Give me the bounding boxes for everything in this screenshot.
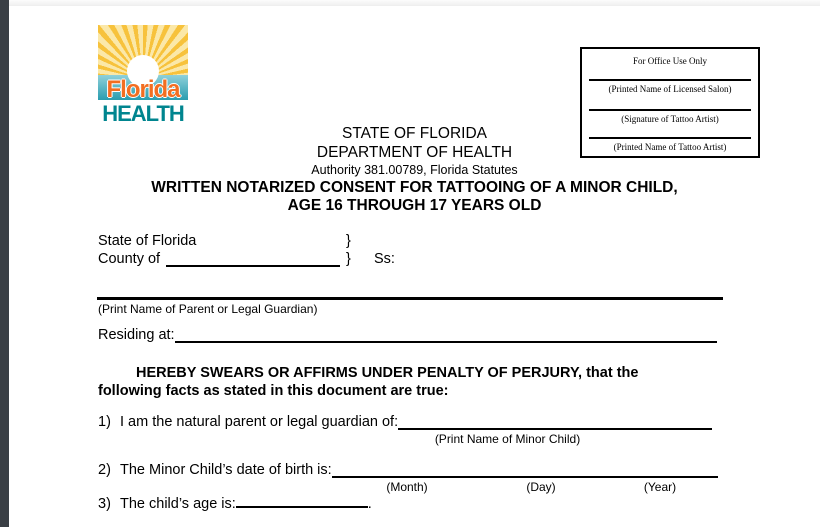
heading-state: STATE OF FLORIDA bbox=[342, 125, 487, 142]
date-of-birth-input-line[interactable] bbox=[332, 462, 718, 478]
form-title-line2: AGE 16 THROUGH 17 YEARS OLD bbox=[287, 197, 542, 214]
item-1-row bbox=[98, 414, 712, 431]
child-age-input-line[interactable] bbox=[236, 494, 368, 508]
heading-authority: Authority 381.00789, Florida Statutes bbox=[311, 163, 518, 177]
item-1-number: 1) bbox=[98, 414, 111, 430]
item-2-text: The Minor Child’s date of birth is: bbox=[120, 462, 332, 478]
county-input-line[interactable] bbox=[166, 251, 340, 267]
item-3-period: . bbox=[367, 496, 372, 512]
florida-health-logo bbox=[98, 25, 188, 125]
item-3-row bbox=[98, 494, 372, 512]
minor-child-name-label: (Print Name of Minor Child) bbox=[434, 432, 581, 446]
tattoo-artist-signature-label: (Signature of Tattoo Artist) bbox=[621, 114, 719, 124]
year-label: (Year) bbox=[643, 480, 677, 494]
oath-line1: HEREBY SWEARS OR AFFIRMS UNDER PENALTY OF PERJURY, that the bbox=[136, 365, 639, 381]
viewer-top-strip bbox=[9, 0, 820, 6]
licensed-salon-fill-line[interactable] bbox=[589, 79, 751, 81]
parent-name-input-line[interactable] bbox=[97, 297, 723, 300]
month-label: (Month) bbox=[386, 480, 428, 494]
minor-child-name-input-line[interactable] bbox=[398, 414, 712, 430]
logo-word-health: HEALTH bbox=[102, 101, 184, 126]
item-2-row bbox=[98, 462, 718, 479]
item-3-text: The child’s age is: bbox=[120, 496, 236, 512]
heading-department: DEPARTMENT OF HEALTH bbox=[316, 144, 513, 161]
form-title-line1: WRITTEN NOTARIZED CONSENT FOR TATTOOING OF A MINOR CHILD, bbox=[151, 179, 678, 196]
venue-brace-1: } bbox=[346, 233, 351, 249]
day-label: (Day) bbox=[526, 480, 556, 494]
venue-brace-2: } bbox=[346, 251, 351, 267]
item-1-text: I am the natural parent or legal guardian of: bbox=[120, 414, 399, 430]
tattoo-artist-name-label: (Printed Name of Tattoo Artist) bbox=[613, 142, 727, 152]
viewer-left-bar bbox=[0, 0, 9, 527]
item-3-number: 3) bbox=[98, 496, 111, 512]
licensed-salon-label: (Printed Name of Licensed Salon) bbox=[608, 84, 732, 94]
item-2-number: 2) bbox=[98, 462, 111, 478]
county-row bbox=[98, 251, 340, 268]
tattoo-artist-signature-fill-line[interactable] bbox=[589, 109, 751, 111]
residing-label: Residing at: bbox=[98, 327, 175, 343]
venue-state-label: State of Florida bbox=[98, 233, 197, 249]
office-use-title: For Office Use Only bbox=[632, 56, 708, 66]
county-label: County of bbox=[98, 251, 161, 267]
residing-row bbox=[98, 327, 717, 344]
ss-label: Ss: bbox=[374, 251, 395, 267]
logo-word-florida: Florida bbox=[106, 76, 180, 103]
residing-input-line[interactable] bbox=[175, 327, 717, 343]
oath-line2: following facts as stated in this document are true: bbox=[98, 383, 449, 399]
parent-name-label: (Print Name of Parent or Legal Guardian) bbox=[98, 302, 318, 316]
